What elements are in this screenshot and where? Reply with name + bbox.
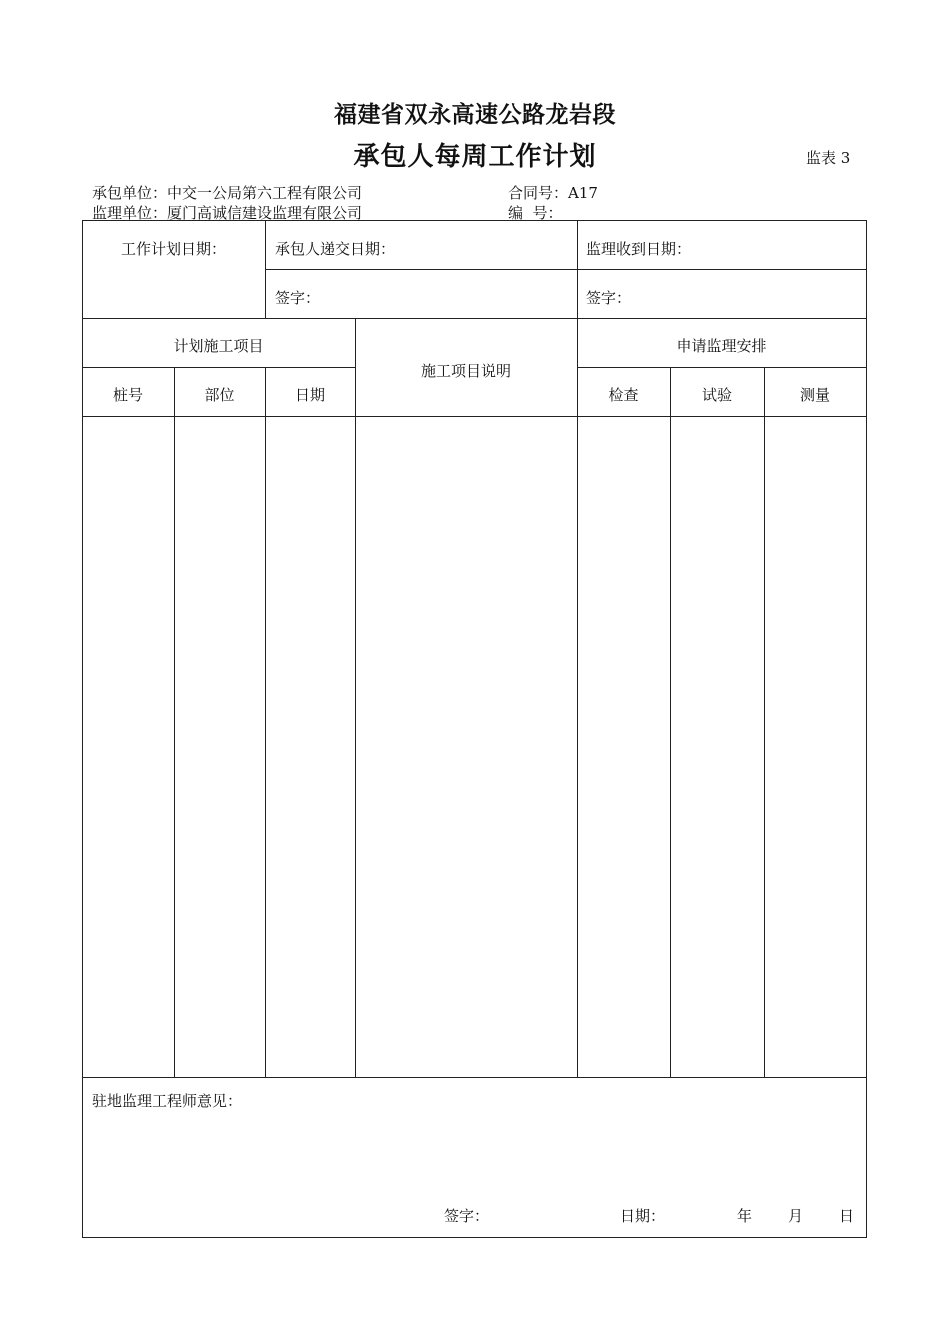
supervisor-receive-date-label: 监理收到日期： — [586, 240, 692, 258]
column-header-survey: 测量 — [799, 386, 830, 404]
opinion-year-label: 年 — [737, 1207, 753, 1225]
divider — [577, 220, 578, 318]
column-header-date: 日期 — [294, 386, 325, 404]
plan-date-label: 工作计划日期： — [120, 240, 226, 258]
divider — [577, 318, 578, 1077]
supervision-unit: 监理单位：厦门高诚信建设监理有限公司 — [92, 204, 363, 222]
form-title: 承包人每周工作计划 — [353, 142, 597, 172]
divider — [265, 367, 266, 1077]
table-border-left — [82, 220, 83, 1237]
opinion-sign-label: 签字： — [444, 1207, 490, 1225]
contractor-unit: 承包单位：中交一公局第六工程有限公司 — [92, 184, 363, 202]
opinion-date-label: 日期： — [620, 1207, 666, 1225]
divider — [82, 318, 866, 319]
column-header-location: 部位 — [204, 386, 235, 404]
divider — [82, 367, 355, 368]
contractor-sign-label: 签字： — [275, 289, 321, 307]
divider — [355, 318, 356, 1077]
supervisor-sign-label: 签字： — [586, 289, 632, 307]
table-border-right — [866, 220, 867, 1237]
table-border-top — [82, 220, 867, 221]
planned-items-header: 计划施工项目 — [173, 337, 264, 355]
divider — [764, 367, 765, 1077]
supervision-arrangement-header: 申请监理安排 — [676, 337, 767, 355]
item-description-header: 施工项目说明 — [420, 362, 511, 380]
document-title: 福建省双永高速公路龙岩段 — [334, 101, 616, 128]
column-header-station: 桩号 — [112, 386, 143, 404]
engineer-opinion-label: 驻地监理工程师意见： — [92, 1092, 243, 1110]
contractor-submit-date-label: 承包人递交日期： — [275, 240, 396, 258]
divider — [577, 367, 866, 368]
column-header-test: 试验 — [701, 386, 732, 404]
contract-number: 合同号：A17 — [508, 184, 598, 202]
opinion-month-label: 月 — [788, 1207, 804, 1225]
divider — [265, 220, 266, 318]
form-number: 监表 3 — [806, 149, 851, 167]
table-border-bottom — [82, 1237, 867, 1238]
divider — [174, 367, 175, 1077]
divider — [265, 269, 866, 270]
serial-number: 编 号： — [508, 204, 563, 222]
divider — [82, 416, 866, 417]
column-header-inspection: 检查 — [608, 386, 639, 404]
divider — [670, 367, 671, 1077]
divider — [82, 1077, 866, 1078]
opinion-day-label: 日 — [839, 1207, 855, 1225]
